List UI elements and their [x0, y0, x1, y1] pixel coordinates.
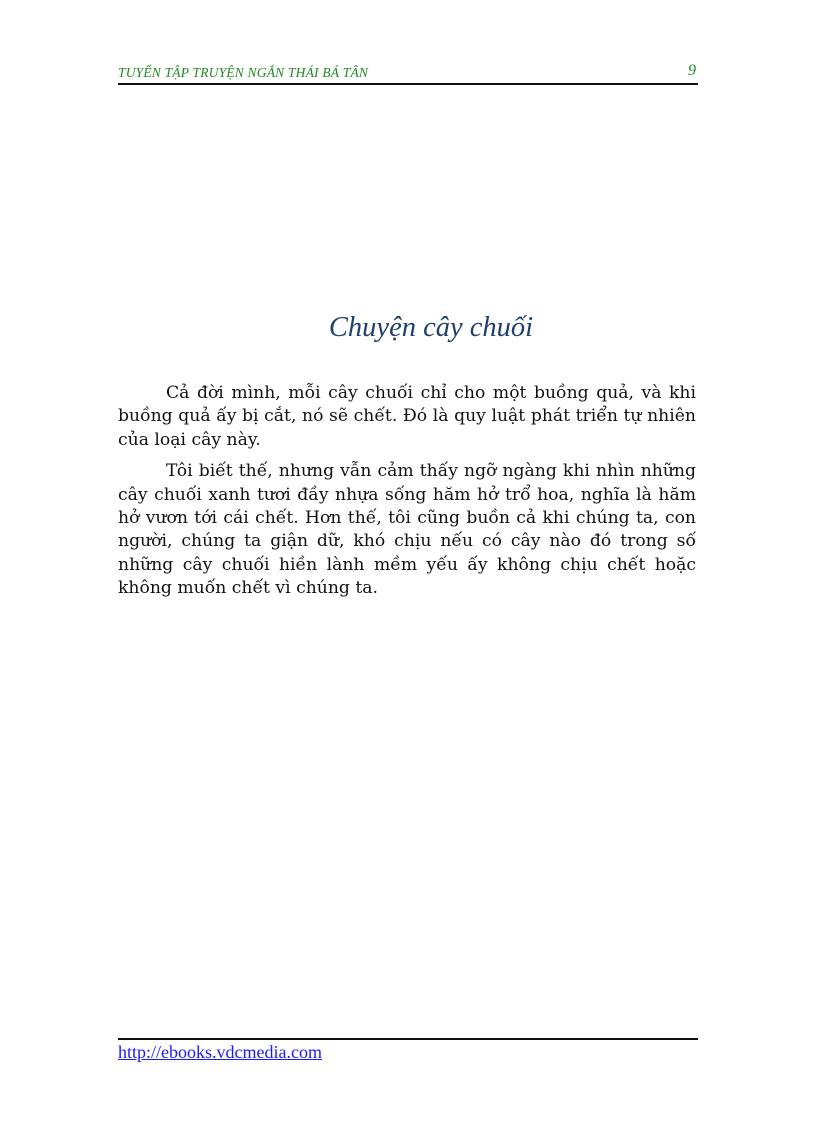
story-title: Chuyện cây chuối: [328, 312, 534, 343]
paragraph-2: Tôi biết thế, nhưng vẫn cảm thấy ngỡ ngàng khi nhìn những cây chuối xanh tươi đầy nhựa sống hăm hở trổ hoa, nghĩa là hăm hở vươn tới cái chết. Hơn thế, tôi cũng buồn cả khi chúng ta, con người, chúng ta giận dữ, khó chịu nếu có cây nào đó trong số những cây chuối hiền lành mềm yếu ấy không chịu chết hoặc không muốn chết vì chúng ta.: [118, 461, 696, 599]
page-header: [118, 62, 698, 84]
footer-divider: [118, 1038, 698, 1040]
ebooks-link[interactable]: http://ebooks.vdcmedia.com: [118, 1042, 322, 1062]
paragraph-1: Cả đời mình, mỗi cây chuối chỉ cho một buồng quả, và khi buồng quả ấy bị cắt, nó sẽ chết. Đó là quy luật phát triển tự nhiên của loại cây này.: [118, 383, 696, 450]
book-title: TUYỂN TẬP TRUYỆN NGẮN THÁI BÁ TÂN: [118, 65, 369, 80]
story-body: [118, 382, 696, 609]
header-divider: [118, 83, 698, 85]
page-number: 9: [688, 62, 696, 79]
